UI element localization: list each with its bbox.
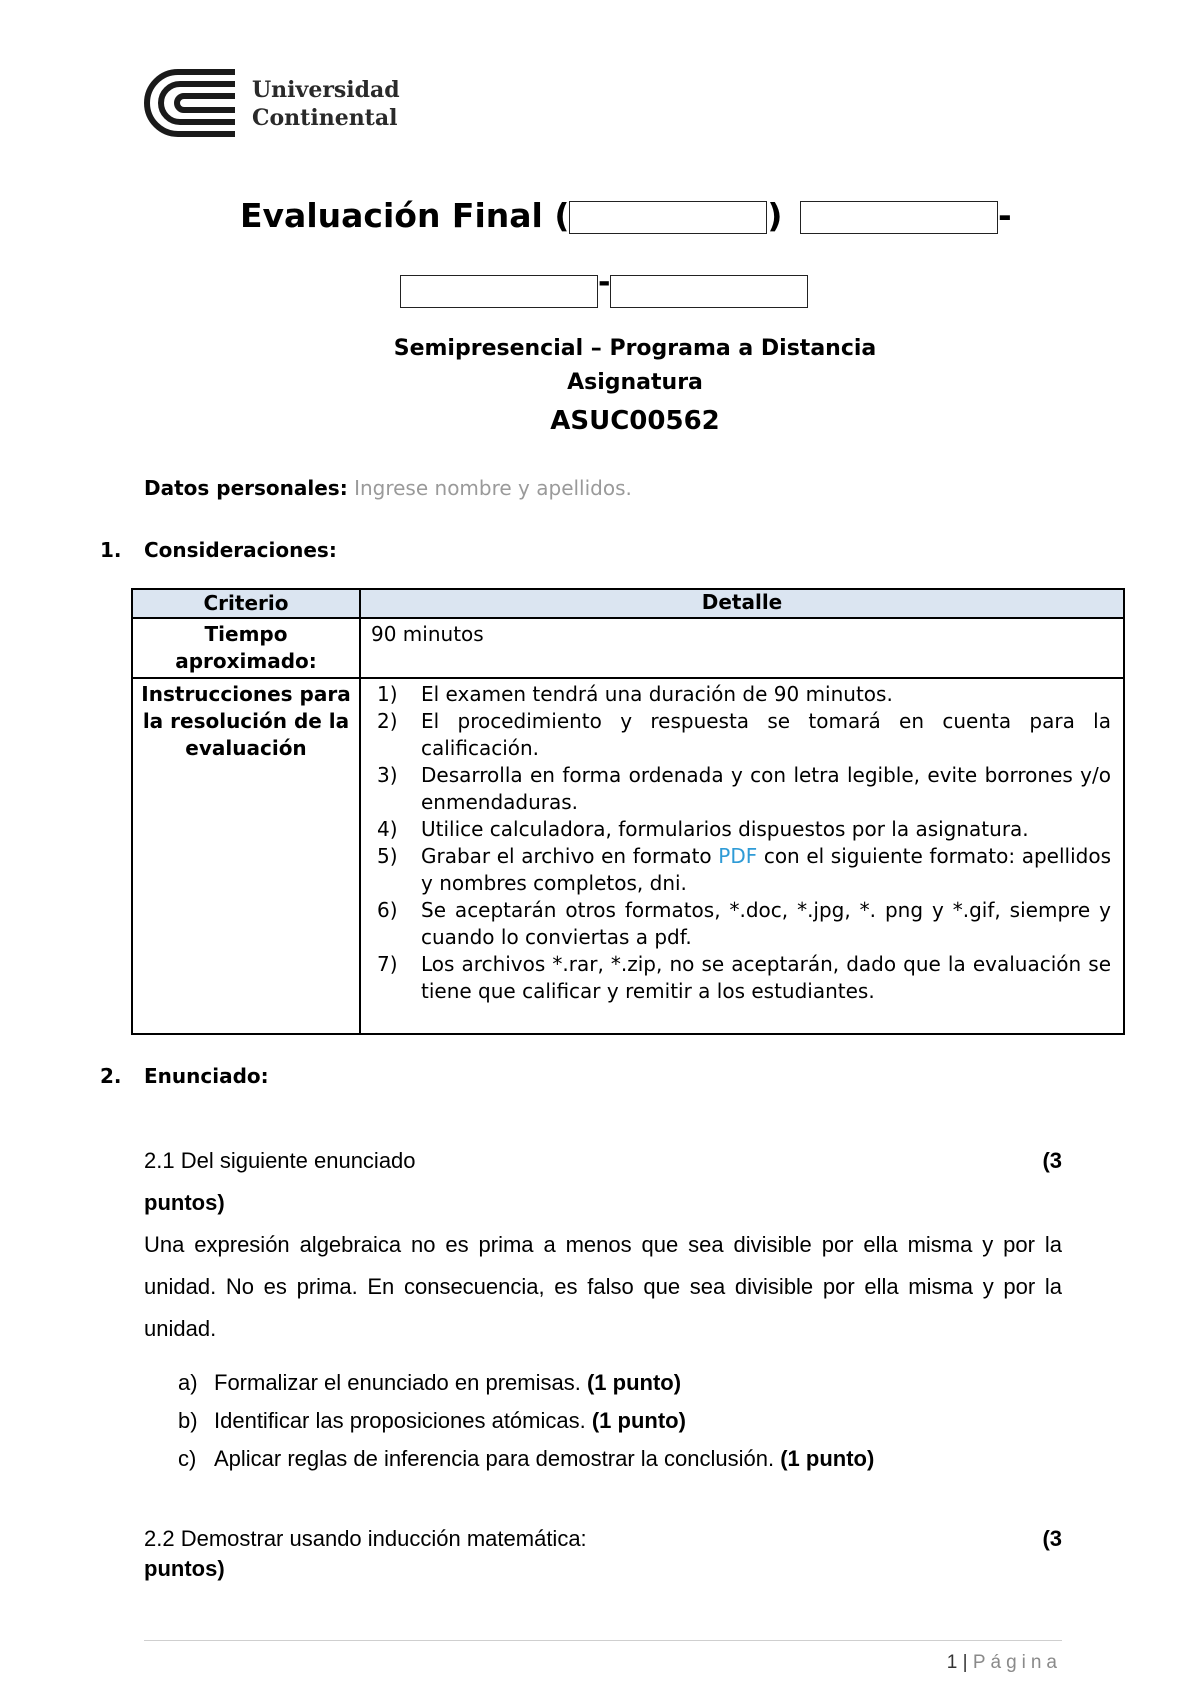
footer-separator: |: [962, 1652, 968, 1673]
part-letter: b): [178, 1408, 198, 1433]
item-number: 5): [377, 844, 398, 868]
title-prefix: Evaluación Final (: [240, 196, 570, 235]
item-number: 4): [377, 817, 398, 841]
title-dash-2: -: [598, 265, 611, 300]
question-1-points-b: puntos): [144, 1190, 225, 1215]
item-number: 2): [377, 709, 398, 733]
question-1-part-a: [178, 1370, 1078, 1396]
question-1-title: 2.1 Del siguiente enunciado: [144, 1148, 416, 1173]
item-text: Se aceptarán otros formatos, *.doc, *.jpg, *. png y *.gif, siempre y cuando lo conviertas a pdf.: [421, 898, 1111, 949]
list-item: [371, 762, 1111, 816]
list-item: [371, 816, 1111, 843]
logo-line2: Continental: [252, 105, 398, 131]
detail-instructions: [360, 678, 1124, 1034]
list-item: [371, 843, 1111, 897]
title-paren-close: ): [767, 196, 783, 235]
page-number: 1: [946, 1652, 958, 1673]
header-criterion: Criterio: [132, 589, 360, 618]
question-2-title: 2.2 Demostrar usando inducción matemática:: [144, 1526, 587, 1551]
table-row: [132, 678, 1124, 1034]
page-footer: [900, 1652, 1062, 1674]
item-text: Los archivos *.rar, *.zip, no se aceptarán, dado que la evaluación se tiene que calificar y remitir a los estudiantes.: [421, 952, 1111, 1003]
personal-data: [144, 476, 632, 500]
title-blank-4[interactable]: [610, 275, 808, 308]
section-1-title: Consideraciones:: [144, 538, 337, 562]
item-text: El procedimiento y respuesta se tomará en cuenta para la calificación.: [421, 709, 1111, 760]
criterion-time: Tiempo aproximado:: [132, 618, 360, 678]
personal-name-field[interactable]: Ingrese nombre y apellidos.: [354, 476, 632, 500]
part-points: (1 punto): [780, 1446, 875, 1471]
title-dash-1: -: [998, 196, 1012, 235]
university-logo-icon: [140, 68, 240, 138]
logo-line1: Universidad: [252, 77, 400, 103]
item-text: Utilice calculadora, formularios dispuestos por la asignatura.: [421, 817, 1029, 841]
part-letter: a): [178, 1370, 198, 1395]
question-1-body: Una expresión algebraica no es prima a menos que sea divisible por ella misma y por la unidad. No es prima. En consecuencia, es falso que sea divisible por ella misma y por la unidad.: [144, 1232, 1062, 1341]
item-text: El examen tendrá una duración de 90 minutos.: [421, 682, 893, 706]
title-line-2: [400, 265, 808, 308]
list-item: [371, 708, 1111, 762]
question-1-points-a: (3: [1042, 1148, 1062, 1173]
table-row: [132, 618, 1124, 678]
header-detail: Detalle: [360, 589, 1124, 618]
subject-code: ASUC00562: [550, 406, 720, 436]
list-item: [371, 897, 1111, 951]
page-title: [240, 196, 1012, 235]
section-2-number: 2.: [100, 1064, 122, 1088]
title-blank-3[interactable]: [400, 275, 598, 308]
part-points: (1 punto): [586, 1370, 682, 1395]
section-1-number: 1.: [100, 538, 122, 562]
item-number: 7): [377, 952, 398, 976]
item-number: 1): [377, 682, 398, 706]
modality-line: Semipresencial – Programa a Distancia: [393, 336, 877, 361]
question-2-points-a: (3: [1042, 1526, 1062, 1551]
list-item: [371, 951, 1111, 1005]
footer-label: Página: [972, 1652, 1062, 1673]
detail-time: 90 minutos: [360, 618, 1124, 678]
question-1-part-c: [178, 1446, 1078, 1472]
question-2-heading: [144, 1526, 1062, 1552]
university-logo-text: [252, 76, 400, 132]
personal-label: Datos personales:: [144, 476, 348, 500]
part-points: (1 punto): [591, 1408, 686, 1433]
question-2-points-b: puntos): [144, 1556, 225, 1581]
considerations-table: [131, 588, 1125, 1035]
item-number: 3): [377, 763, 398, 787]
item-text: con el siguiente formato: apellidos y nombres completos, dni.: [421, 844, 1111, 895]
subject-label: Asignatura: [567, 370, 703, 395]
footer-divider: [144, 1640, 1062, 1641]
table-header-row: [132, 589, 1124, 618]
title-blank-1[interactable]: [569, 201, 767, 234]
pdf-highlight: PDF: [718, 844, 758, 868]
list-item: [371, 681, 1111, 708]
item-text: Desarrolla en forma ordenada y con letra legible, evite borrones y/o enmendaduras.: [421, 763, 1111, 814]
item-number: 6): [377, 898, 398, 922]
section-2-title: Enunciado:: [144, 1064, 269, 1088]
part-text: Identificar las proposiciones atómicas.: [214, 1408, 586, 1433]
section-1-heading: [100, 538, 337, 562]
question-1-part-b: [178, 1408, 1078, 1434]
part-text: Formalizar el enunciado en premisas.: [214, 1370, 581, 1395]
part-letter: c): [178, 1446, 197, 1471]
criterion-instructions: Instrucciones para la resolución de la evaluación: [132, 678, 360, 1034]
section-2-heading: [100, 1064, 269, 1088]
part-text: Aplicar reglas de inferencia para demostrar la conclusión.: [214, 1446, 775, 1471]
title-blank-2[interactable]: [800, 201, 998, 234]
question-1-heading: [144, 1148, 1062, 1174]
instructions-list: [371, 681, 1111, 1005]
item-text: Grabar el archivo en formato: [421, 844, 719, 868]
